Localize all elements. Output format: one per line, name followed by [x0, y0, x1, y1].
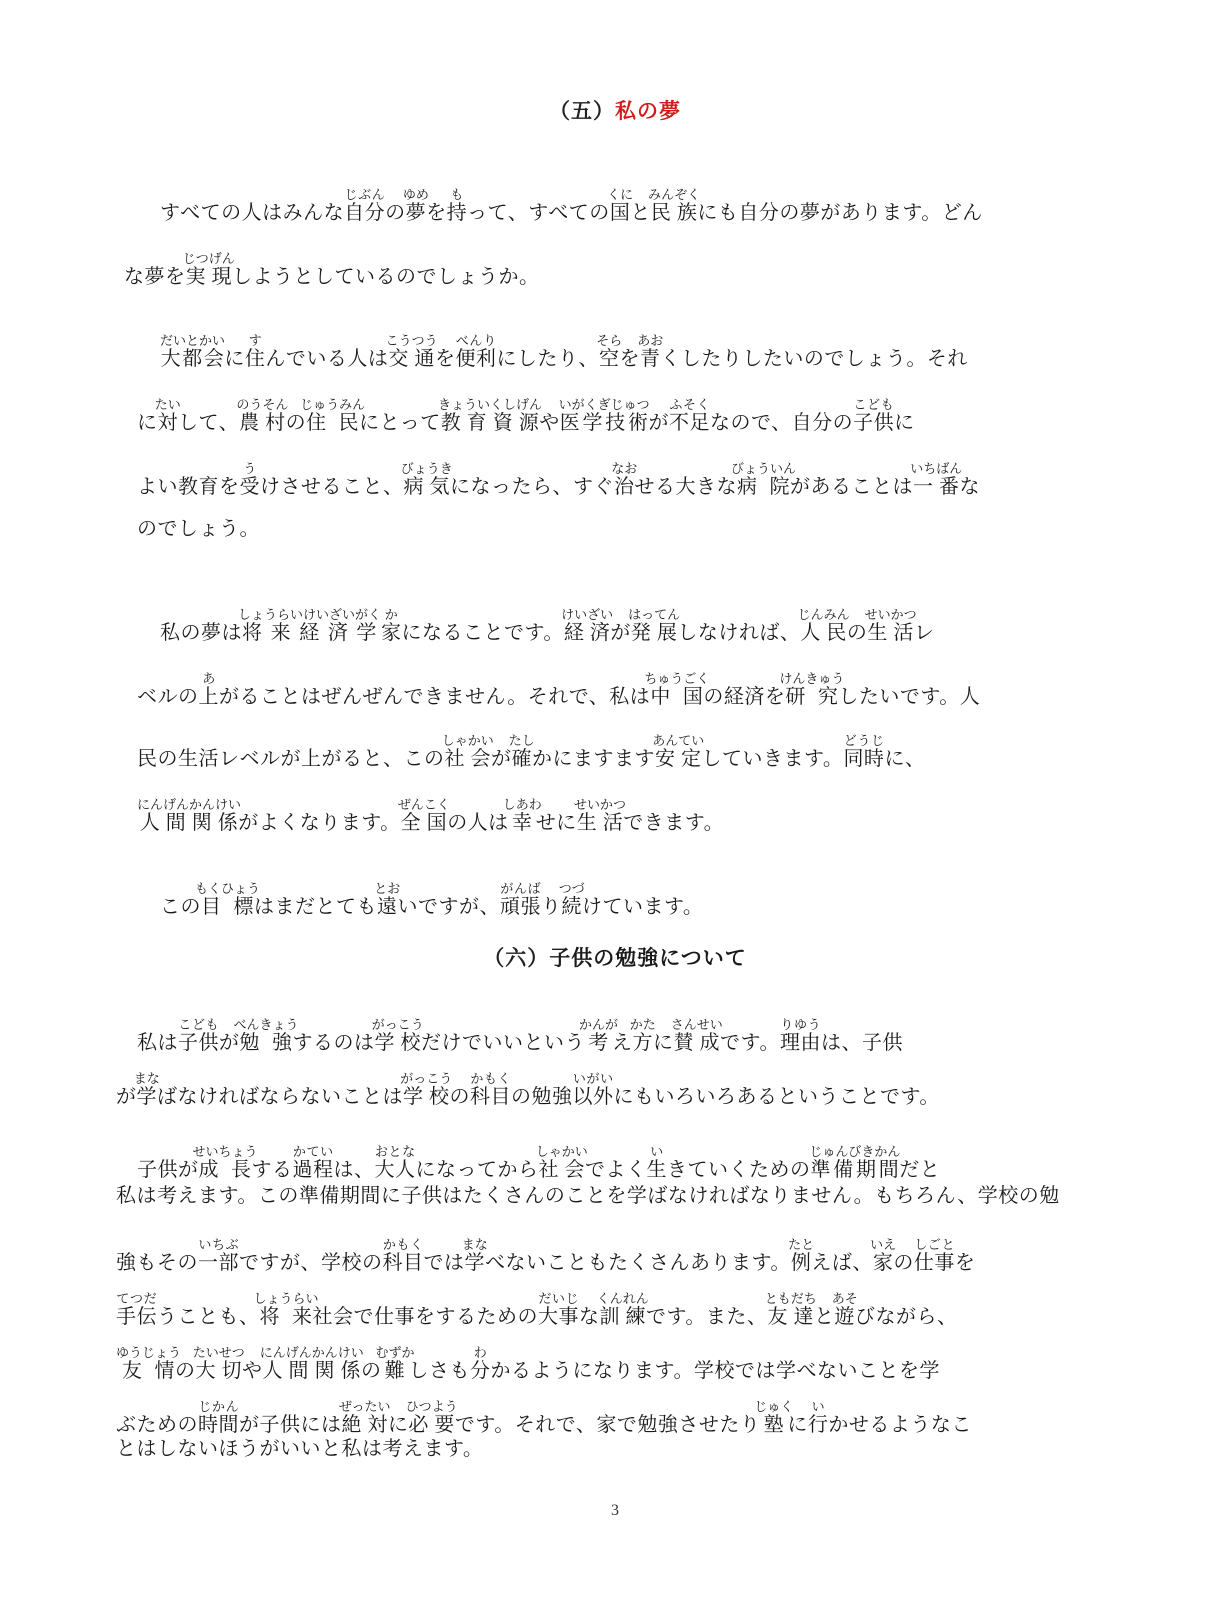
text-segment: がることはぜんぜんできません。それで、私は — [219, 684, 651, 708]
text-segment: せに — [535, 810, 577, 834]
furigana-reading: かもく — [382, 1238, 424, 1253]
furigana-reading: かんが — [579, 1018, 619, 1033]
furigana-word: 大切たいせつ — [192, 1346, 245, 1382]
furigana-reading: か — [380, 608, 402, 623]
furigana-reading: しごと — [913, 1238, 955, 1253]
text-segment: がよくなります。 — [238, 810, 401, 834]
furigana-reading: だいとかい — [160, 334, 226, 349]
text-segment: すべての人はみんな — [160, 200, 345, 224]
text-segment: するのは — [292, 1030, 375, 1054]
furigana-word: 一部いちぶ — [198, 1238, 239, 1274]
text-segment: 社会で仕事をするための — [312, 1304, 539, 1328]
text-line — [137, 518, 260, 538]
furigana-word: 人民じんみん — [797, 608, 850, 644]
furigana-reading: りゆう — [779, 1018, 821, 1033]
text-segment: レ — [913, 620, 935, 644]
furigana-reading: そら — [596, 334, 623, 349]
text-line — [116, 1292, 957, 1326]
furigana-word: 友情ゆうじょう — [116, 1346, 182, 1382]
furigana-word: 学まな — [461, 1238, 488, 1274]
furigana-word: 幸しあわ — [502, 798, 542, 834]
furigana-word: 不足ふそく — [669, 398, 711, 434]
furigana-reading: けいざい — [561, 608, 614, 623]
text-segment: の — [361, 1358, 382, 1382]
text-segment: になることです。 — [401, 620, 564, 644]
furigana-word: 科目かもく — [470, 1072, 512, 1108]
furigana-word: 難むずか — [375, 1346, 415, 1382]
furigana-word: 人間関係にんげんかんけい — [137, 798, 242, 834]
text-segment: の勉強 — [511, 1084, 573, 1108]
furigana-word: 生活せいかつ — [864, 608, 917, 644]
furigana-reading: さんせい — [670, 1018, 723, 1033]
furigana-word: 住民じゅうみん — [300, 398, 366, 434]
text-segment: です。また、 — [646, 1304, 768, 1328]
furigana-word: 教育資源きょういくしげん — [438, 398, 543, 434]
furigana-word: 遠とお — [374, 882, 401, 918]
text-segment: です。 — [720, 1030, 780, 1054]
text-segment: にも自分の夢があります。どん — [697, 200, 983, 224]
text-segment: にとって — [359, 410, 441, 434]
furigana-reading: しょうらい — [253, 1292, 319, 1307]
furigana-reading: びょういん — [731, 462, 797, 477]
text-segment: を — [619, 346, 640, 370]
text-segment: に — [894, 410, 915, 434]
furigana-reading: いがくぎじゅつ — [558, 398, 650, 413]
text-segment: が — [219, 1030, 240, 1054]
text-segment: かるようになります。学校では学べないことを学 — [490, 1358, 940, 1382]
furigana-word: 過程かてい — [292, 1145, 334, 1181]
text-segment: り — [541, 894, 562, 918]
furigana-reading: あそ — [831, 1292, 858, 1307]
furigana-word: 塾じゅく — [754, 1400, 794, 1436]
text-segment: に — [224, 346, 245, 370]
furigana-reading: がんば — [500, 882, 542, 897]
furigana-reading: どうじ — [843, 734, 885, 749]
text-segment: な夢を — [124, 264, 186, 288]
furigana-word: 病院びょういん — [731, 462, 797, 498]
text-segment: えば、 — [811, 1250, 873, 1274]
text-segment: びながら、 — [854, 1304, 958, 1328]
furigana-word: 夢ゆめ — [402, 188, 429, 224]
text-segment: けさせること、 — [260, 474, 404, 498]
furigana-word: 将来しょうらい — [253, 1292, 319, 1328]
furigana-word: 生い — [646, 1145, 668, 1181]
text-line — [160, 608, 934, 642]
furigana-word: 勉強べんきょう — [233, 1018, 299, 1054]
text-segment: いですが、 — [397, 894, 501, 918]
furigana-reading: たい — [154, 398, 181, 413]
furigana-reading: いちぶ — [198, 1238, 239, 1253]
text-segment: があることは — [790, 474, 914, 498]
text-segment: 民の生活レベルが上がると、この — [137, 746, 445, 770]
furigana-word: 以外いがい — [572, 1072, 614, 1108]
furigana-word: 目標もくひょう — [195, 882, 261, 918]
text-segment: でよく — [585, 1157, 647, 1181]
furigana-reading: たし — [508, 734, 535, 749]
furigana-word: 人間関係にんげんかんけい — [259, 1346, 364, 1382]
furigana-reading: けんきゅう — [779, 672, 845, 687]
furigana-word: 治なお — [611, 462, 638, 498]
text-segment: が — [491, 746, 512, 770]
text-segment: に — [137, 410, 158, 434]
furigana-reading: い — [646, 1145, 668, 1160]
furigana-word: 発展はってん — [628, 608, 681, 644]
furigana-word: 考かんが — [579, 1018, 619, 1054]
text-segment: になったら、すぐ — [450, 474, 615, 498]
furigana-word: 頑張がんば — [500, 882, 542, 918]
furigana-reading: も — [446, 188, 468, 203]
text-line — [137, 734, 925, 768]
furigana-reading: むずか — [375, 1346, 415, 1361]
text-segment: に — [787, 1412, 808, 1436]
text-line — [160, 334, 968, 368]
text-segment: に — [387, 1412, 409, 1436]
text-segment: を — [426, 200, 447, 224]
furigana-word: 行い — [807, 1400, 829, 1436]
furigana-reading: いちばん — [910, 462, 963, 477]
text-segment: が — [648, 410, 670, 434]
furigana-reading: たいせつ — [192, 1346, 245, 1361]
furigana-word: 空そら — [596, 334, 623, 370]
furigana-word: 仕事しごと — [913, 1238, 955, 1274]
text-line — [137, 1145, 940, 1179]
furigana-word: 対たい — [154, 398, 181, 434]
text-segment: と — [630, 200, 651, 224]
furigana-word: 大都会だいとかい — [160, 334, 226, 370]
furigana-reading: くに — [607, 188, 634, 203]
text-segment: では — [423, 1250, 465, 1274]
furigana-word: 経済けいざい — [561, 608, 614, 644]
text-segment: に、 — [884, 746, 926, 770]
text-segment: な — [579, 1304, 600, 1328]
furigana-reading: かもく — [470, 1072, 512, 1087]
page-number: 3 — [611, 1502, 619, 1519]
furigana-word: 全国ぜんこく — [397, 798, 450, 834]
furigana-word: 子供こども — [853, 398, 895, 434]
furigana-reading: ふそく — [669, 398, 711, 413]
furigana-word: 時間じかん — [198, 1400, 239, 1436]
furigana-reading: しょうらいけいざいがく — [237, 608, 381, 623]
text-segment: は、 — [333, 1157, 375, 1181]
text-segment: なので、自分の — [710, 410, 854, 434]
text-segment: せる大きな — [634, 474, 738, 498]
text-segment: の — [385, 200, 406, 224]
text-segment: とはしないほうがいいと私は考えます。 — [116, 1436, 484, 1460]
furigana-reading: ゆめ — [402, 188, 429, 203]
furigana-word: 遊あそ — [831, 1292, 858, 1328]
furigana-reading: いがい — [572, 1072, 614, 1087]
text-line — [116, 1438, 483, 1458]
furigana-reading: あんてい — [652, 734, 705, 749]
text-segment: を — [434, 346, 456, 370]
furigana-word: 友達ともだち — [764, 1292, 817, 1328]
furigana-word: 家いえ — [870, 1238, 897, 1274]
text-segment: 子供が — [137, 1157, 199, 1181]
section-6-title: 子供の勉強について — [549, 946, 747, 970]
text-segment: 私は考えます。この準備期間に子供はたくさんのことを学ばなければなりません。もちろん、学校の勉 — [116, 1183, 1060, 1207]
furigana-reading: ひつよう — [405, 1400, 458, 1415]
furigana-word: 確たし — [508, 734, 535, 770]
furigana-reading: しあわ — [502, 798, 542, 813]
text-segment: んでいる人は — [265, 346, 389, 370]
furigana-word: 農村のうそん — [236, 398, 289, 434]
text-segment: しさも — [408, 1358, 471, 1382]
text-segment: の — [846, 620, 868, 644]
furigana-word: 便利べんり — [455, 334, 497, 370]
text-segment: 私の夢は — [160, 620, 242, 644]
text-line — [116, 1346, 940, 1380]
section-6-heading — [0, 942, 1230, 972]
furigana-word: 安定あんてい — [652, 734, 705, 770]
furigana-word: 青あお — [637, 334, 664, 370]
furigana-word: 同時どうじ — [843, 734, 885, 770]
text-line — [137, 672, 980, 706]
text-line — [137, 1018, 903, 1052]
text-segment: だと — [899, 1157, 941, 1181]
furigana-reading: おとな — [374, 1145, 416, 1160]
text-segment: していきます。 — [701, 746, 844, 770]
furigana-word: 準備期間じゅんびきかん — [809, 1145, 901, 1181]
text-segment: できます。 — [623, 810, 725, 834]
furigana-word: 上あ — [198, 672, 219, 708]
furigana-reading: せいかつ — [864, 608, 917, 623]
text-segment: べないこともたくさんあります。 — [485, 1250, 791, 1274]
furigana-reading: のうそん — [236, 398, 289, 413]
furigana-word: 理由りゆう — [779, 1018, 821, 1054]
text-segment: にもいろいろあるということです。 — [613, 1084, 940, 1108]
furigana-reading: とお — [374, 882, 401, 897]
furigana-reading: いえ — [870, 1238, 897, 1253]
furigana-word: 中国ちゅうごく — [644, 672, 710, 708]
section-5-number: （五） — [549, 99, 615, 123]
furigana-reading: せいかつ — [573, 798, 626, 813]
text-segment: の — [175, 1358, 196, 1382]
furigana-reading: べんり — [455, 334, 497, 349]
text-segment: って、すべての — [467, 200, 610, 224]
furigana-reading: みんぞく — [648, 188, 701, 203]
furigana-reading: もくひょう — [195, 882, 261, 897]
furigana-reading: あお — [637, 334, 664, 349]
furigana-reading: じゅんびきかん — [809, 1145, 901, 1160]
furigana-reading: こども — [853, 398, 895, 413]
furigana-reading: じゅうみん — [300, 398, 366, 413]
furigana-word: 科目かもく — [382, 1238, 424, 1274]
text-segment: の — [449, 1084, 471, 1108]
text-segment: と — [813, 1304, 835, 1328]
text-segment: ばなければならないことは — [157, 1084, 403, 1108]
text-line — [160, 188, 983, 222]
furigana-word: 手伝てつだ — [116, 1292, 157, 1328]
furigana-word: 交通こうつう — [385, 334, 438, 370]
furigana-word: 社会しゃかい — [535, 1145, 588, 1181]
furigana-word: 民族みんぞく — [648, 188, 701, 224]
text-segment: 強もその — [116, 1250, 198, 1274]
furigana-word: 将来経済学しょうらいけいざいがく — [237, 608, 381, 644]
furigana-reading: くんれん — [596, 1292, 649, 1307]
furigana-reading: びょうき — [400, 462, 453, 477]
text-line — [137, 398, 915, 432]
furigana-word: 必要ひつよう — [405, 1400, 458, 1436]
furigana-reading: にんげんかんけい — [259, 1346, 364, 1361]
text-segment: のでしょう。 — [137, 516, 260, 540]
furigana-reading: まな — [133, 1072, 160, 1087]
furigana-word: 大人おとな — [374, 1145, 416, 1181]
furigana-reading: ちゅうごく — [644, 672, 710, 687]
text-segment: の — [893, 1250, 914, 1274]
text-segment: が — [116, 1084, 137, 1108]
furigana-word: 医学技術いがくぎじゅつ — [558, 398, 650, 434]
text-segment: が — [610, 620, 631, 644]
furigana-reading: じかん — [198, 1400, 239, 1415]
furigana-word: 賛成さんせい — [670, 1018, 723, 1054]
furigana-reading: てつだ — [116, 1292, 157, 1307]
furigana-reading: い — [807, 1400, 829, 1415]
text-segment: この — [160, 894, 201, 918]
furigana-word: 自分じぶん — [344, 188, 386, 224]
text-segment: や — [539, 410, 560, 434]
text-segment: かせるようなこ — [828, 1412, 972, 1436]
text-segment: ベルの — [137, 684, 199, 708]
furigana-word: 学校がっこう — [371, 1018, 424, 1054]
text-segment: は、子供 — [820, 1030, 903, 1054]
furigana-reading: はってん — [628, 608, 681, 623]
furigana-word: 実現じつげん — [182, 252, 235, 288]
furigana-word: 生活せいかつ — [573, 798, 626, 834]
text-line — [116, 1185, 1060, 1205]
text-segment: だけでいいという — [421, 1030, 586, 1054]
text-line — [116, 1400, 972, 1434]
furigana-reading: こうつう — [385, 334, 438, 349]
furigana-word: 国くに — [607, 188, 634, 224]
furigana-reading: せいちょう — [192, 1145, 258, 1160]
furigana-reading: べんきょう — [233, 1018, 299, 1033]
text-segment: になってから — [415, 1157, 539, 1181]
furigana-reading: がっこう — [400, 1072, 453, 1087]
furigana-reading: きょういくしげん — [438, 398, 543, 413]
furigana-word: 一番いちばん — [910, 462, 963, 498]
furigana-reading: じゅく — [754, 1400, 794, 1415]
section-6-number: （六） — [483, 946, 550, 970]
furigana-word: 分わ — [470, 1346, 491, 1382]
text-segment: しなければ、 — [677, 620, 801, 644]
furigana-word: 子供こども — [178, 1018, 219, 1054]
text-segment: の — [285, 410, 307, 434]
furigana-reading: まな — [461, 1238, 488, 1253]
text-segment: きていくための — [667, 1157, 811, 1181]
furigana-word: 例たと — [788, 1238, 815, 1274]
text-line — [116, 1238, 975, 1272]
text-line — [137, 462, 980, 496]
furigana-word: 社会しゃかい — [441, 734, 494, 770]
furigana-reading: わ — [470, 1346, 491, 1361]
furigana-reading: にんげんかんけい — [137, 798, 242, 813]
furigana-word: 研究けんきゅう — [779, 672, 845, 708]
furigana-word: 絶対ぜったい — [338, 1400, 391, 1436]
furigana-reading: こども — [178, 1018, 219, 1033]
furigana-reading: だいじ — [538, 1292, 580, 1307]
furigana-word: 大事だいじ — [538, 1292, 580, 1328]
section-5-title: 私の夢 — [615, 99, 681, 123]
furigana-reading: しゃかい — [535, 1145, 588, 1160]
text-segment: うことも、 — [157, 1304, 260, 1328]
text-segment: の経済を — [703, 684, 786, 708]
furigana-word: 持も — [446, 188, 468, 224]
section-5-heading — [0, 95, 1230, 125]
furigana-reading: じつげん — [182, 252, 235, 267]
text-segment: ぶための — [116, 1412, 198, 1436]
text-segment: な — [959, 474, 981, 498]
furigana-reading: あ — [198, 672, 219, 687]
furigana-reading: かてい — [292, 1145, 334, 1160]
furigana-word: 受う — [239, 462, 260, 498]
text-segment: ですが、学校の — [239, 1250, 383, 1274]
furigana-word: 学校がっこう — [400, 1072, 453, 1108]
furigana-word: 学まな — [133, 1072, 160, 1108]
text-segment: です。それで、家で勉強させたり — [454, 1412, 761, 1436]
furigana-reading: う — [239, 462, 260, 477]
furigana-word: 病気びょうき — [400, 462, 453, 498]
furigana-word: 方かた — [629, 1018, 656, 1054]
furigana-reading: かた — [629, 1018, 656, 1033]
text-segment: よい教育を — [137, 474, 240, 498]
text-segment: かにますます — [532, 746, 656, 770]
text-segment: 私は — [137, 1030, 178, 1054]
text-segment: する — [251, 1157, 293, 1181]
text-segment: や — [242, 1358, 263, 1382]
text-segment: え — [612, 1030, 633, 1054]
text-line — [160, 882, 703, 916]
text-segment: けています。 — [582, 894, 704, 918]
text-line — [124, 252, 540, 286]
text-segment: しようとしているのでしょうか。 — [232, 264, 540, 288]
text-line — [137, 798, 724, 832]
furigana-word: 家か — [380, 608, 402, 644]
furigana-word: 住す — [244, 334, 266, 370]
text-segment: が子供には — [239, 1412, 342, 1436]
text-segment: して、 — [178, 410, 240, 434]
furigana-reading: じんみん — [797, 608, 850, 623]
furigana-reading: つづ — [558, 882, 585, 897]
furigana-word: 成長せいちょう — [192, 1145, 258, 1181]
text-segment: はまだとても — [254, 894, 378, 918]
furigana-reading: たと — [788, 1238, 815, 1253]
furigana-reading: ゆうじょう — [116, 1346, 182, 1361]
furigana-reading: ともだち — [764, 1292, 817, 1307]
furigana-word: 訓練くんれん — [596, 1292, 649, 1328]
text-segment: にしたり、 — [496, 346, 599, 370]
furigana-reading: す — [244, 334, 266, 349]
furigana-reading: なお — [611, 462, 638, 477]
text-segment: を — [954, 1250, 976, 1274]
furigana-reading: じぶん — [344, 188, 386, 203]
text-line — [116, 1072, 940, 1106]
furigana-reading: ぜんこく — [397, 798, 450, 813]
text-segment: したいです。人 — [838, 684, 981, 708]
furigana-reading: ぜったい — [338, 1400, 391, 1415]
furigana-reading: がっこう — [371, 1018, 424, 1033]
text-segment: くしたりしたいのでしょう。それ — [660, 346, 968, 370]
text-segment: に — [653, 1030, 674, 1054]
furigana-word: 続つづ — [558, 882, 585, 918]
furigana-reading: しゃかい — [441, 734, 494, 749]
text-segment: の人は — [447, 810, 509, 834]
